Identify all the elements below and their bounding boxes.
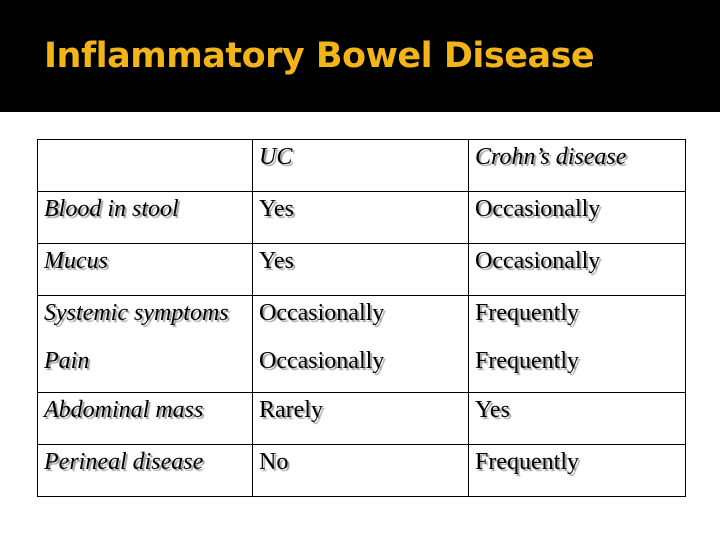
table-row	[38, 344, 686, 393]
crohns-value: Frequently	[469, 344, 686, 393]
uc-value: Occasionally	[253, 296, 469, 345]
row-label: Blood in stool	[38, 192, 253, 244]
slide-title: Inflammatory Bowel Disease	[44, 36, 595, 76]
uc-value: Rarely	[253, 393, 469, 445]
header-cell-crohns: Crohn’s disease	[469, 140, 686, 192]
title-bar	[0, 0, 720, 112]
row-label: Abdominal mass	[38, 393, 253, 445]
table-header-row	[38, 140, 686, 192]
row-label: Pain	[38, 344, 253, 393]
uc-value: No	[253, 445, 469, 497]
uc-value: Yes	[253, 244, 469, 296]
table-row	[38, 192, 686, 244]
crohns-value: Frequently	[469, 296, 686, 345]
slide-content	[0, 112, 720, 540]
uc-value: Occasionally	[253, 344, 469, 393]
crohns-value: Frequently	[469, 445, 686, 497]
table-row	[38, 393, 686, 445]
crohns-value: Yes	[469, 393, 686, 445]
header-cell-uc: UC	[253, 140, 469, 192]
row-label: Mucus	[38, 244, 253, 296]
table-row	[38, 296, 686, 345]
table-row	[38, 445, 686, 497]
row-label: Perineal disease	[38, 445, 253, 497]
crohns-value: Occasionally	[469, 192, 686, 244]
crohns-value: Occasionally	[469, 244, 686, 296]
header-cell-empty	[38, 140, 253, 192]
row-label: Systemic symptoms	[38, 296, 253, 345]
uc-value: Yes	[253, 192, 469, 244]
comparison-table	[37, 139, 686, 497]
table-row	[38, 244, 686, 296]
